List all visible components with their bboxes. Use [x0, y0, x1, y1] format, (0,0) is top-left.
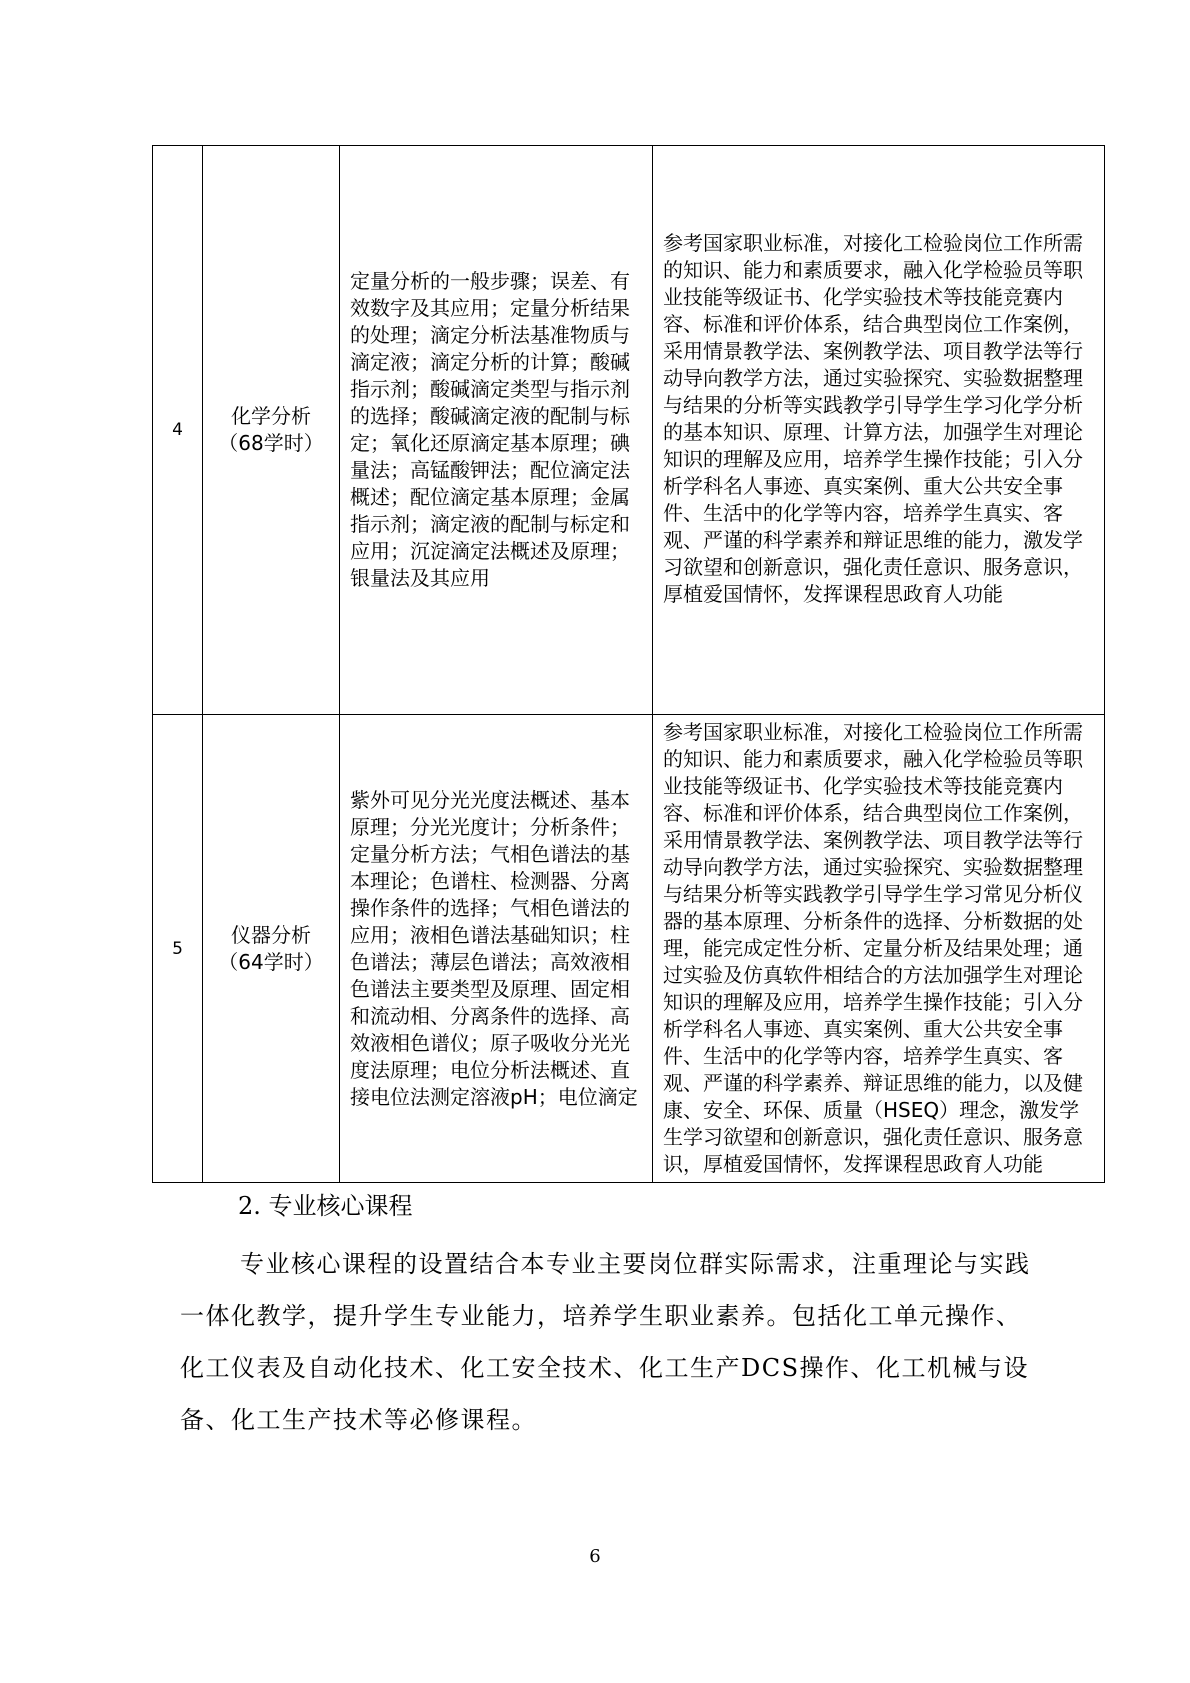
course-content-cell — [340, 146, 653, 715]
course-name: 化学分析 — [231, 404, 311, 428]
course-number: 5 — [153, 715, 203, 1183]
course-name-cell — [203, 715, 340, 1183]
table-row — [153, 715, 1105, 1183]
course-requirement-cell — [653, 715, 1105, 1183]
course-name-cell — [203, 146, 340, 715]
course-name: 仪器分析 — [231, 922, 311, 947]
course-number: 4 — [153, 146, 203, 715]
section-heading: 2. 专业核心课程 — [238, 1192, 413, 1220]
course-requirement: 参考国家职业标准，对接化工检验岗位工作所需的知识、能力和素质要求，融入化学检验员等职业技能等级证书、化学实验技术等技能竞赛内容、标准和评价体系，结合典型岗位工作案例，采用情景教学法、案例教学法、项目教学法等行动导向教学方法，通过实验探究、实验数据整理与结果的分析等实践教学引导学生学习化学分析的基本知识、原理、计算方法，加强学生对理论知识的理解及应用，培养学生操作技能；引入分析学科名人事迹、真实案例、重大公共安全事件、生活中的化学等内容，培养学生真实、客观、严谨的科学素养和辩证思维的能力，激发学习欲望和创新意识，强化责任意识、服务意识，厚植爱国情怀，发挥课程思政育人功能 — [663, 231, 1083, 606]
course-content: 定量分析的一般步骤；误差、有效数字及其应用；定量分析结果的处理；滴定分析法基准物质与滴定液；滴定分析的计算；酸碱指示剂；酸碱滴定类型与指示剂的选择；酸碱滴定液的配制与标定；氧化还原滴定基本原理；碘量法；高锰酸钾法；配位滴定法概述；配位滴定基本原理；金属指示剂；滴定液的配制与标定和应用；沉淀滴定法概述及原理；银量法及其应用 — [350, 269, 630, 590]
course-content: 紫外可见分光光度法概述、基本原理；分光光度计；分析条件；定量分析方法；气相色谱法的基本理论；色谱柱、检测器、分离操作条件的选择；气相色谱法的应用；液相色谱法基础知识；柱色谱法；薄层色谱法；高效液相色谱法主要类型及原理、固定相和流动相、分离条件的选择、高效液相色谱仪；原子吸收分光光度法原理；电位分析法概述、直接电位法测定溶液pH；电位滴定 — [350, 787, 638, 1109]
course-table — [152, 145, 1105, 1183]
course-content-cell — [340, 715, 653, 1183]
table-row — [153, 146, 1105, 715]
course-hours: （64学时） — [218, 949, 324, 974]
section-paragraph: 专业核心课程的设置结合本专业主要岗位群实际需求，注重理论与实践一体化教学，提升学生专业能力，培养学生职业素养。包括化工单元操作、化工仪表及自动化技术、化工安全技术、化工生产DCS操作、化工机械与设备、化工生产技术等必修课程。 — [180, 1250, 1031, 1434]
course-requirement: 参考国家职业标准，对接化工检验岗位工作所需的知识、能力和素质要求，融入化学检验员等职业技能等级证书、化学实验技术等技能竞赛内容、标准和评价体系，结合典型岗位工作案例，采用情景教学法、案例教学法、项目教学法等行动导向教学方法，通过实验探究、实验数据整理与结果分析等实践教学引导学生学习常见分析仪器的基本原理、分析条件的选择、分析数据的处理，能完成定性分析、定量分析及结果处理；通过实验及仿真软件相结合的方法加强学生对理论知识的理解及应用，培养学生操作技能；引入分析学科名人事迹、真实案例、重大公共安全事件、生活中的化学等内容，培养学生真实、客观、严谨的科学素养、辩证思维的能力，以及健康、安全、环保、质量（HSEQ）理念，激发学生学习欲望和创新意识，强化责任意识、服务意识，厚植爱国情怀，发挥课程思政育人功能 — [663, 720, 1083, 1176]
course-hours: （68学时） — [218, 431, 324, 455]
page-number: 6 — [589, 1546, 601, 1567]
course-requirement-cell — [653, 146, 1105, 715]
